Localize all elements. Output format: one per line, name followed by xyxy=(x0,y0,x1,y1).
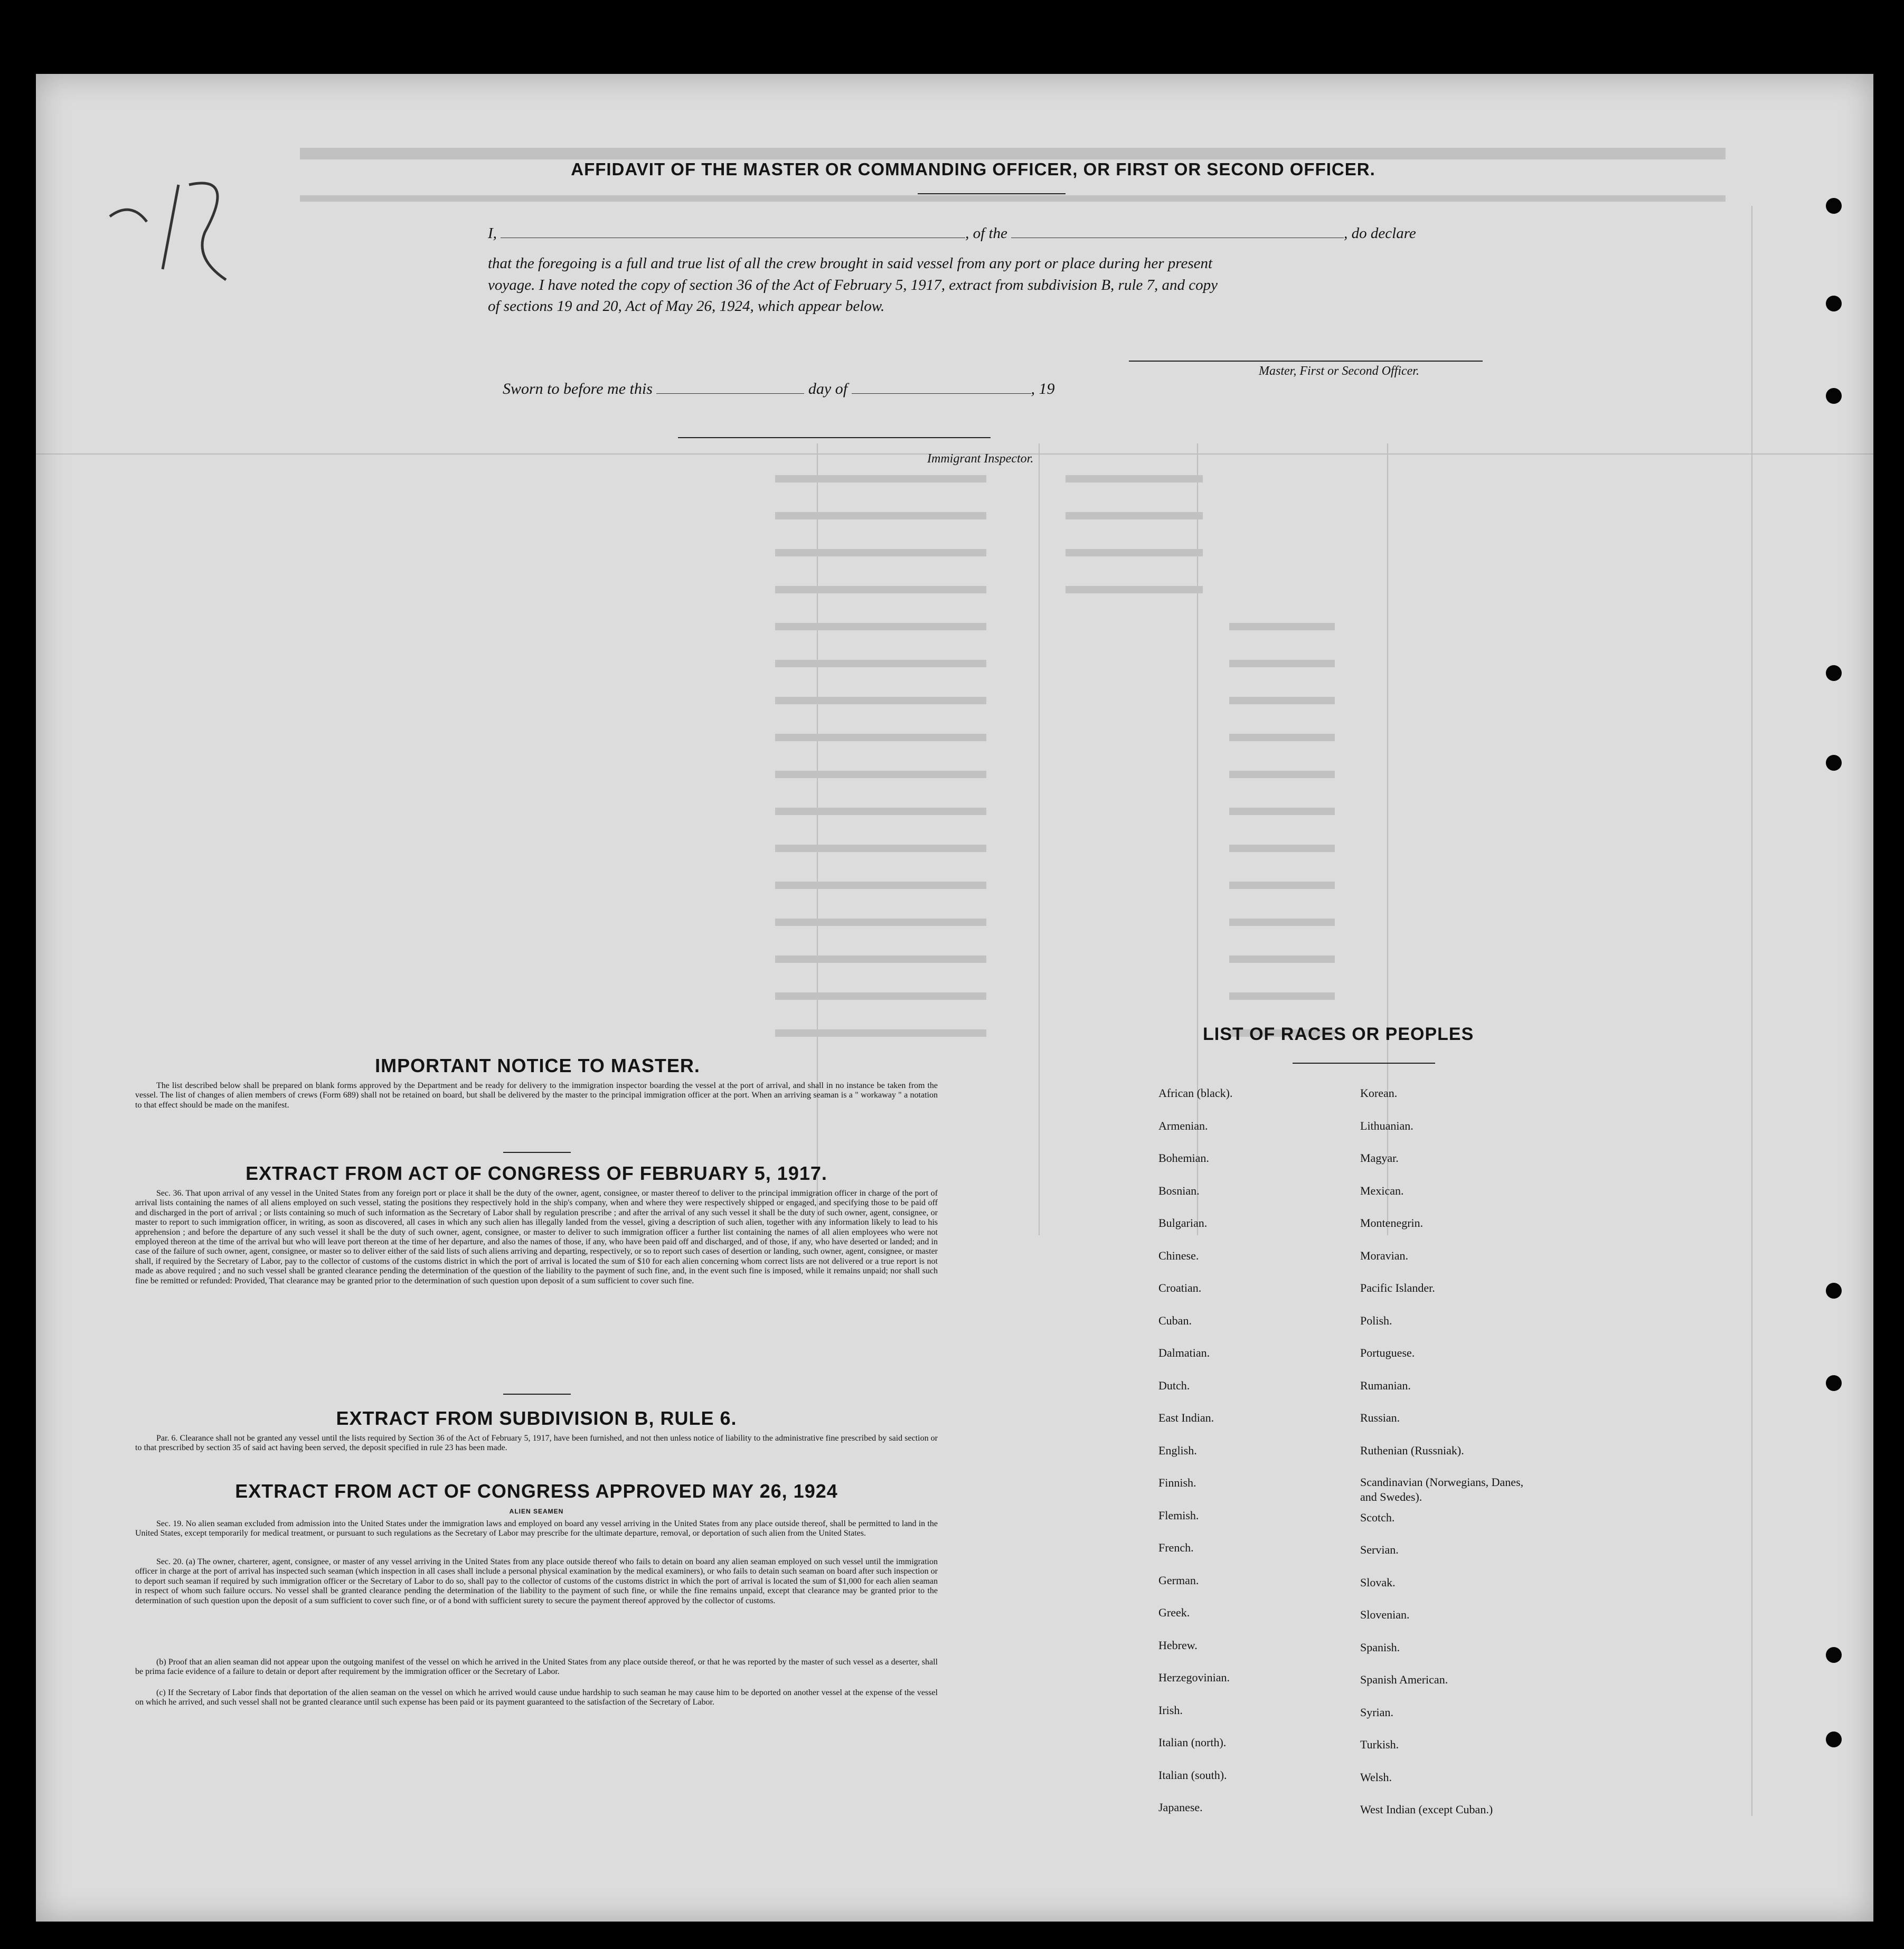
race-item: Cuban. xyxy=(1158,1313,1192,1327)
race-item: Scandinavian (Norwegians, Danes, and Swedes). xyxy=(1360,1475,1524,1503)
race-item: Welsh. xyxy=(1360,1770,1392,1784)
punch-hole xyxy=(1826,1283,1842,1299)
sec20c-body: (c) If the Secretary of Labor finds that deportation of the alien seaman on the vessel on which he arrived would cause undue hardship to such seaman he may cause him to be deported on another vessel at the expense of the vessel on which he arrived, and such vessel shall not be granted clearance until such expense has been paid or its payment guaranteed to the satisfaction of the Secretary of Labor. xyxy=(135,1688,938,1707)
race-item: Herzegovinian. xyxy=(1158,1671,1230,1684)
race-item: Rumanian. xyxy=(1360,1378,1411,1392)
race-item: Lithuanian. xyxy=(1360,1119,1413,1132)
sec19-body: Sec. 19. No alien seaman excluded from admission into the United States under the immigration laws and employed on board any vessel arriving in the United States from any place outside thereof, shall be permitted to land in the United States, except temporarily for medical treatment, or pursuant to such regulations as the Secretary of Labor may prescribe for the ultimate departure, removal, or deportation of such alien from the United States. xyxy=(135,1519,938,1538)
race-item: Dutch. xyxy=(1158,1378,1190,1392)
race-item: Bohemian. xyxy=(1158,1151,1209,1165)
race-item: Syrian. xyxy=(1360,1705,1393,1719)
extract-1917-body: Sec. 36. That upon arrival of any vessel in the United States from any foreign port or place it shall be the duty of the owner, agent, consignee, or master thereof to deliver to the principal immigration officer in charge of the port of arrival lists containing the names of all aliens employed on such vessel, stating the positions they respectively hold in the ship's company, when and where they were respectively shipped or engaged, and specifying those to be paid off and discharged in the port of arrival ; or lists containing so much of such information as the Secretary of Labor shall by regulation prescribe ; and after the arrival of any such vessel it shall be the duty of such owner, agent, consignee, or master to report to such immigration officer, in writing, as soon as discovered, all cases in which any such alien has illegally landed from the vessel, giving a description of such alien, together with any information likely to lead to his apprehension ; and before the departure of any such vessel it shall be the duty of such owner, agent, consignee, or master to deliver to such immigration officer a further list containing the names of all alien employees who were not employed thereon at the time of the arrival but who will leave port thereon at the time of her departure, and also the names of those, if any, who have been paid off and discharged, and of those, if any, who have deserted or landed; and in case of the failure of such owner, agent, consignee, or master so to deliver either of the said lists of such aliens arriving and departing, respectively, or so to report such cases of desertion or landing, such owner, agent, consignee, or master shall, if required by the Secretary of Labor, pay to the collector of customs of the customs district in which the port of arrival is located the sum of $10 for each alien concerning whom correct lists are not delivered or a true report is not made as above required ; and no such vessel shall be granted clearance pending the determination of the question of the liability to the payment of such fine, and, in the event such fine is imposed, while it remains unpaid; nor shall such fine be remitted or refunded: Provided, That clearance may be granted prior to the determination of such question upon deposit of a sum sufficient to cover such fine. xyxy=(135,1189,938,1285)
punch-hole xyxy=(1826,1647,1842,1663)
sworn-label: Sworn to before me this xyxy=(503,380,653,398)
affidavit-line-2: that the foregoing is a full and true list of all the crew brought in said vessel from any port or place during her present xyxy=(488,255,1213,272)
race-item: German. xyxy=(1158,1573,1199,1587)
race-item: Polish. xyxy=(1360,1313,1392,1327)
race-item: Chinese. xyxy=(1158,1248,1199,1262)
declare-label: , do declare xyxy=(1344,225,1416,242)
race-item: Korean. xyxy=(1360,1086,1398,1100)
race-item: Dalmatian. xyxy=(1158,1346,1210,1359)
race-item: Bulgarian. xyxy=(1158,1216,1208,1229)
race-item: Scotch. xyxy=(1360,1510,1395,1524)
race-item: Irish. xyxy=(1158,1703,1183,1717)
race-item: Spanish. xyxy=(1360,1640,1400,1654)
master-signature-line[interactable] xyxy=(1129,361,1483,362)
of-the-label: , of the xyxy=(965,225,1007,242)
sec20b-body: (b) Proof that an alien seaman did not appear upon the outgoing manifest of the vessel on which he arrived in the United States from any place outside thereof, or that he was reported by the master of such vessel as a deserter, shall be prima facie evidence of a failure to detain or deport after requirement by the immigration officer or the Secretary of Labor. xyxy=(135,1658,938,1677)
sworn-line xyxy=(503,380,1055,398)
race-item: Servian. xyxy=(1360,1543,1399,1556)
race-item: French. xyxy=(1158,1541,1194,1554)
title-rule xyxy=(918,193,1066,194)
affidavit-i-label: I, xyxy=(488,225,497,242)
sec20a-body: Sec. 20. (a) The owner, charterer, agent, consignee, or master of any vessel arriving in the United States from any place outside thereof who fails to detain on board any alien seaman employed on such vessel until the immigration officer in charge at the port of arrival has inspected such seaman (which inspection in all cases shall include a personal physical examination by the medical examiners), or who fails to detain such seaman on board after such inspection or to deport such seaman if required by such immigration officer or the Secretary of Labor to do so, shall pay to the collector of customs of the customs district in which the port of arrival is located the sum of $1,000 for each alien seaman in respect of whom such failure occurs. No vessel shall be granted clearance pending the determination of the liability to the payment of such fine, or while the fine remains unpaid, except that clearance may be granted prior to the determination of such question upon the deposit of a sum sufficient to cover such fine, or of a bond with sufficient surety to secure the payment thereof approved by the collector of customs. xyxy=(135,1557,938,1605)
extract-1917-title: EXTRACT FROM ACT OF CONGRESS OF FEBRUARY 5, 1917. xyxy=(246,1162,827,1184)
inspector-signature-line[interactable] xyxy=(678,437,991,438)
race-item: Bosnian. xyxy=(1158,1184,1200,1197)
divider-rule xyxy=(503,1394,571,1395)
race-item: Croatian. xyxy=(1158,1281,1202,1294)
notice-title: IMPORTANT NOTICE TO MASTER. xyxy=(375,1055,700,1076)
affidavit-line-4: of sections 19 and 20, Act of May 26, 1924, which appear below. xyxy=(488,298,885,315)
race-item: Armenian. xyxy=(1158,1119,1208,1132)
notice-body: The list described below shall be prepared on blank forms approved by the Department and be ready for delivery to the immigration inspector boarding the vessel at the port of arrival, and shall in no instance be taken from the vessel. The list of changes of alien members of crews (Form 689) shall not be retained on board, but shall be delivered by the master to the principal immigration officer at the port. When an arriving seaman is a " workaway " a notation to that effect should be made on the manifest. xyxy=(135,1081,938,1110)
race-item: Ruthenian (Russniak). xyxy=(1360,1443,1464,1457)
race-item: West Indian (except Cuban.) xyxy=(1360,1803,1493,1816)
day-of-label: day of xyxy=(808,380,848,398)
year-label: , 19 xyxy=(1031,380,1055,398)
extract-1924-title: EXTRACT FROM ACT OF CONGRESS APPROVED MAY 26, 1924 xyxy=(235,1480,838,1502)
races-title-rule xyxy=(1293,1063,1435,1064)
race-item: Pacific Islander. xyxy=(1360,1281,1435,1294)
race-item: Spanish American. xyxy=(1360,1673,1448,1686)
extract-1924-subtitle: ALIEN SEAMEN xyxy=(509,1508,564,1515)
affidavit-title: AFFIDAVIT OF THE MASTER OR COMMANDING OFFICER, OR FIRST OR SECOND OFFICER. xyxy=(571,159,1375,179)
race-item: English. xyxy=(1158,1443,1197,1457)
race-item: Mexican. xyxy=(1360,1184,1404,1197)
affidavit-line-3: voyage. I have noted the copy of section 36 of the Act of February 5, 1917, extract from subdivision B, rule 7, and copy xyxy=(488,277,1218,294)
rule6-body: Par. 6. Clearance shall not be granted any vessel until the lists required by Section 36 of the Act of February 5, 1917, have been furnished, and not then unless notice of liability to the administrative fine prescribed by said section or to that prescribed by section 35 of said act having been served, the deposit specified in rule 23 has been made. xyxy=(135,1434,938,1453)
race-item: Italian (north). xyxy=(1158,1736,1227,1749)
sworn-day-field[interactable] xyxy=(656,393,804,394)
punch-hole xyxy=(1826,1732,1842,1747)
race-item: Portuguese. xyxy=(1360,1346,1415,1359)
rule6-title: EXTRACT FROM SUBDIVISION B, RULE 6. xyxy=(336,1407,737,1429)
bleed-through-texture xyxy=(36,74,1873,1922)
race-item: Flemish. xyxy=(1158,1508,1199,1522)
inspector-label: Immigrant Inspector. xyxy=(927,452,1034,466)
affidavit-declaration-line xyxy=(488,225,1533,242)
race-item: Russian. xyxy=(1360,1411,1400,1424)
race-item: Montenegrin. xyxy=(1360,1216,1424,1229)
document-sheet xyxy=(36,74,1873,1922)
race-item: Italian (south). xyxy=(1158,1768,1227,1782)
race-item: Turkish. xyxy=(1360,1738,1399,1751)
punch-hole xyxy=(1826,198,1842,214)
race-item: East Indian. xyxy=(1158,1411,1214,1424)
punch-hole xyxy=(1826,388,1842,404)
race-item: Slovenian. xyxy=(1360,1608,1410,1621)
race-item: Greek. xyxy=(1158,1606,1190,1619)
master-label: Master, First or Second Officer. xyxy=(1259,364,1419,378)
punch-hole xyxy=(1826,1375,1842,1391)
punch-hole xyxy=(1826,755,1842,771)
races-title: LIST OF RACES OR PEOPLES xyxy=(1203,1024,1474,1044)
race-item: Japanese. xyxy=(1158,1801,1203,1814)
race-item: African (black). xyxy=(1158,1086,1233,1100)
punch-hole xyxy=(1826,665,1842,681)
divider-rule xyxy=(503,1152,571,1153)
punch-hole xyxy=(1826,296,1842,311)
race-item: Slovak. xyxy=(1360,1575,1396,1589)
sworn-month-field[interactable] xyxy=(852,393,1031,394)
race-item: Finnish. xyxy=(1158,1476,1196,1489)
race-item: Magyar. xyxy=(1360,1151,1399,1165)
race-item: Moravian. xyxy=(1360,1248,1409,1262)
race-item: Hebrew. xyxy=(1158,1638,1198,1652)
